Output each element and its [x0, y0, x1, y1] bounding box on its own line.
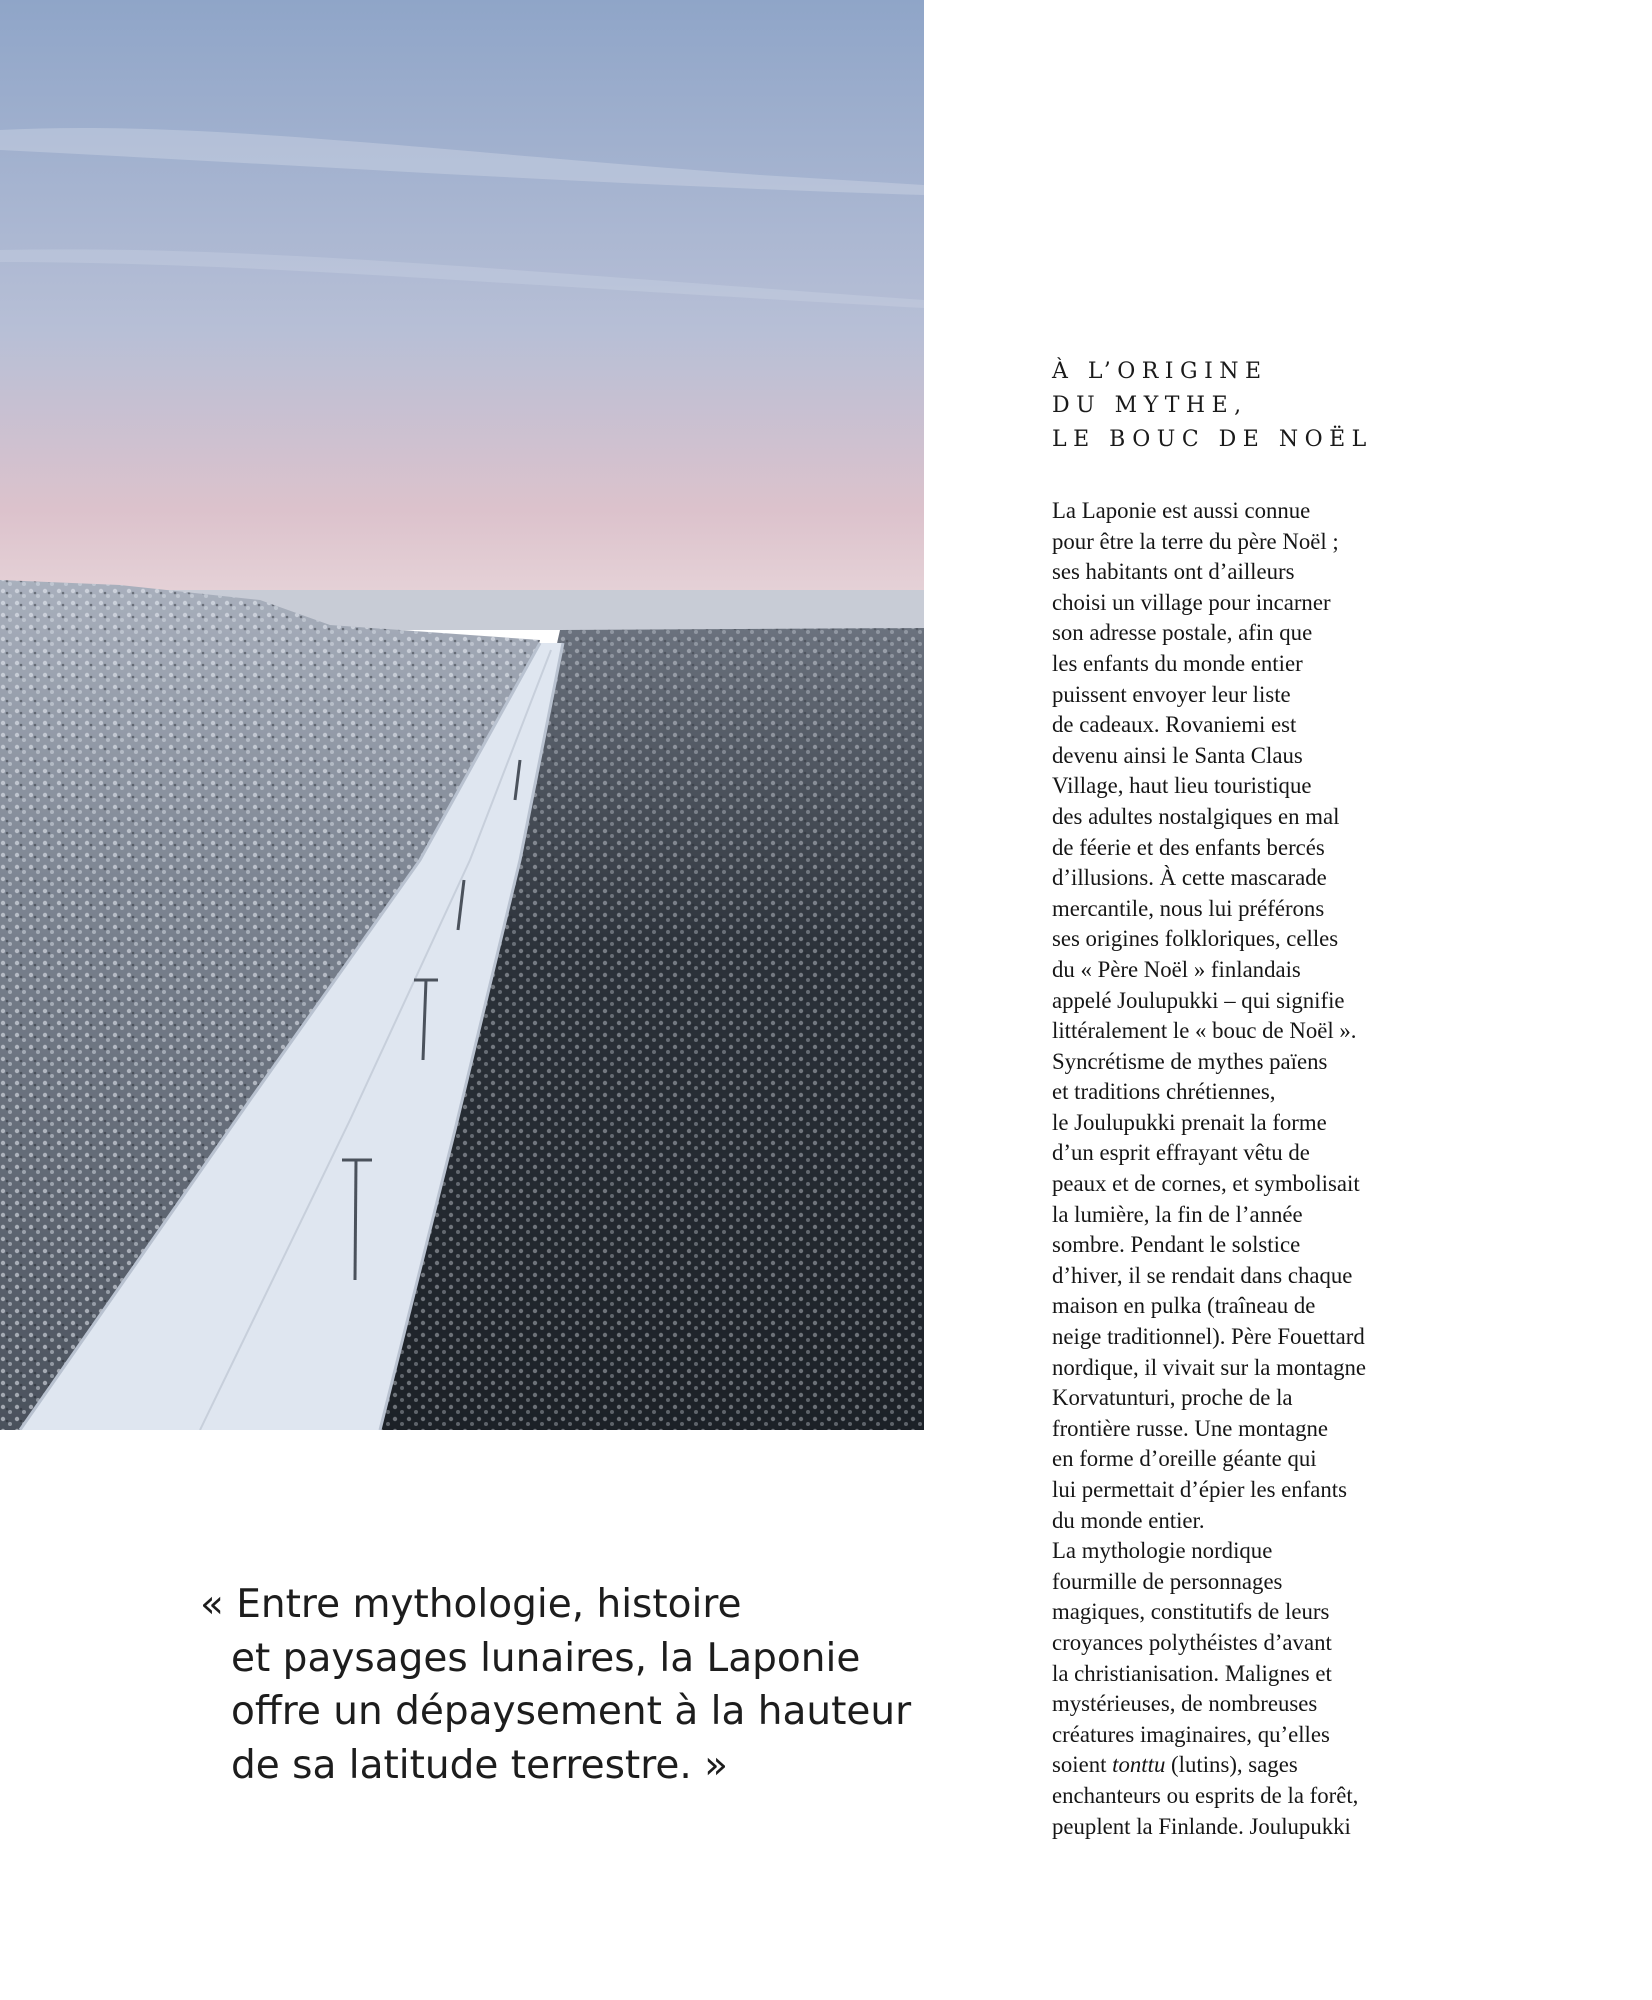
body-line: frontière russe. Une montagne — [1052, 1415, 1329, 1441]
body-line: le Joulupukki prenait la forme — [1052, 1109, 1327, 1135]
body-line: littéralement le « bouc de Noël ». — [1052, 1018, 1357, 1044]
pull-quote-line: offre un dépaysement à la hauteur — [231, 1689, 912, 1734]
body-line: son adresse postale, afin que — [1052, 620, 1313, 646]
body-line: du monde entier. — [1052, 1507, 1205, 1533]
body-line: fourmille de personnages — [1052, 1568, 1283, 1594]
body-line — [1052, 1750, 1452, 1781]
body-line: choisi un village pour incarner — [1052, 589, 1331, 615]
body-line: de féerie et des enfants bercés — [1052, 834, 1325, 860]
body-line: Korvatunturi, proche de la — [1052, 1385, 1293, 1411]
body-line: des adultes nostalgiques en mal — [1052, 803, 1340, 829]
heading-line: À L’ORIGINE — [1052, 359, 1268, 384]
body-text: soient — [1052, 1752, 1113, 1778]
body-line: peuplent la Finlande. Joulupukki — [1052, 1813, 1351, 1839]
italic-term: tonttu — [1112, 1752, 1166, 1778]
pull-quote-line: « Entre mythologie, histoire — [200, 1582, 742, 1627]
body-text: (lutins), sages — [1165, 1752, 1298, 1778]
body-line: maison en pulka (traîneau de — [1052, 1293, 1316, 1319]
body-line: et traditions chrétiennes, — [1052, 1079, 1276, 1105]
body-line: magiques, constitutifs de leurs — [1052, 1599, 1330, 1625]
body-line: nordique, il vivait sur la montagne — [1052, 1354, 1367, 1380]
body-line: Village, haut lieu touristique — [1052, 773, 1312, 799]
body-line: la christianisation. Malignes et — [1052, 1660, 1332, 1686]
body-line: créatures imaginaires, qu’elles — [1052, 1721, 1330, 1747]
landscape-photo — [0, 0, 924, 1430]
body-line: mercantile, nous lui préférons — [1052, 895, 1325, 921]
body-line: la lumière, la fin de l’année — [1052, 1201, 1303, 1227]
body-line: La Laponie est aussi connue — [1052, 498, 1311, 523]
body-line: d’hiver, il se rendait dans chaque — [1052, 1262, 1353, 1288]
heading-line: LE BOUC DE NOËL — [1052, 427, 1373, 452]
body-line: enchanteurs ou esprits de la forêt, — [1052, 1782, 1359, 1808]
body-line: ses habitants ont d’ailleurs — [1052, 559, 1295, 585]
body-line: mystérieuses, de nombreuses — [1052, 1691, 1318, 1717]
body-line: La mythologie nordique — [1052, 1538, 1273, 1564]
body-line: lui permettait d’épier les enfants — [1052, 1477, 1347, 1502]
heading-line: DU MYTHE, — [1052, 393, 1248, 418]
body-line: du « Père Noël » finlandais — [1052, 956, 1301, 982]
body-line: puissent envoyer leur liste — [1052, 681, 1291, 707]
body-line: de cadeaux. Rovaniemi est — [1052, 712, 1297, 738]
body-line: appelé Joulupukki – qui signifie — [1052, 987, 1345, 1013]
body-line: devenu ainsi le Santa Claus — [1052, 742, 1303, 768]
snowy-forest-road-image — [0, 0, 924, 1430]
body-line: neige traditionnel). Père Fouettard — [1052, 1324, 1365, 1350]
body-line: Syncrétisme de mythes païens — [1052, 1048, 1328, 1074]
body-line: d’un esprit effrayant vêtu de — [1052, 1140, 1310, 1166]
pull-quote-line: et paysages lunaires, la Laponie — [231, 1635, 861, 1681]
article-body — [1052, 496, 1452, 1842]
body-line: en forme d’oreille géante qui — [1052, 1446, 1317, 1472]
body-line: peaux et de cornes, et symbolisait — [1052, 1171, 1360, 1197]
body-line: ses origines folkloriques, celles — [1052, 926, 1339, 952]
body-line: sombre. Pendant le solstice — [1052, 1232, 1301, 1258]
body-line: les enfants du monde entier — [1052, 650, 1303, 676]
body-line: pour être la terre du père Noël ; — [1052, 528, 1339, 554]
pull-quote-line: de sa latitude terrestre. » — [231, 1742, 729, 1788]
body-line: d’illusions. À cette mascarade — [1052, 865, 1327, 891]
body-line: croyances polythéistes d’avant — [1052, 1629, 1332, 1655]
body-paragraph — [1052, 496, 1452, 1750]
pull-quote — [200, 1578, 920, 1792]
article-heading — [1052, 355, 1373, 457]
